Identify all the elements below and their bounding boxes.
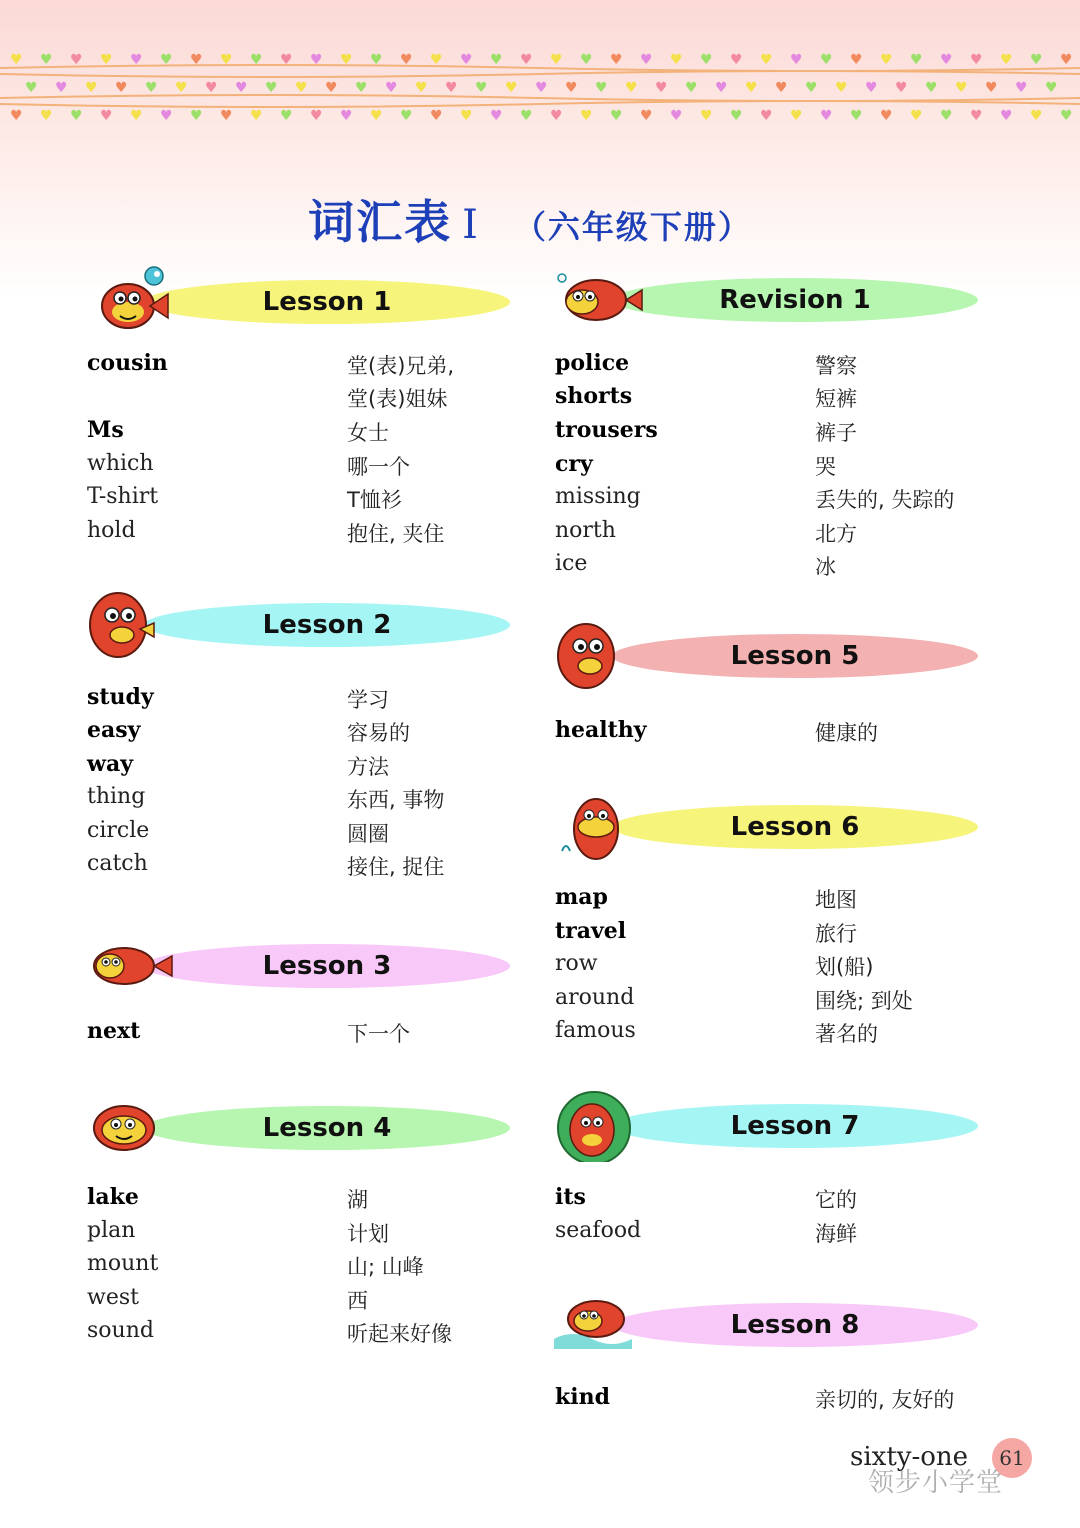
svg-text:♥: ♥ bbox=[520, 108, 533, 124]
svg-text:♥: ♥ bbox=[205, 80, 218, 96]
svg-text:♥: ♥ bbox=[250, 108, 263, 124]
word-zh: 它的 bbox=[815, 1188, 857, 1212]
svg-text:♥: ♥ bbox=[40, 108, 53, 124]
svg-text:♥: ♥ bbox=[10, 52, 23, 68]
svg-text:♥: ♥ bbox=[550, 108, 563, 124]
svg-text:♥: ♥ bbox=[700, 108, 713, 124]
svg-text:♥: ♥ bbox=[640, 108, 653, 124]
svg-text:♥: ♥ bbox=[40, 52, 53, 68]
word-zh: 女士 bbox=[347, 421, 389, 445]
svg-text:♥: ♥ bbox=[160, 108, 173, 124]
word-zh: 警察 bbox=[815, 354, 857, 378]
svg-text:♥: ♥ bbox=[580, 52, 593, 68]
word-en: way bbox=[87, 751, 133, 777]
word-en: circle bbox=[87, 818, 150, 843]
svg-text:♥: ♥ bbox=[100, 52, 113, 68]
word-zh: 方法 bbox=[347, 755, 389, 779]
word-zh: 湖 bbox=[347, 1188, 368, 1212]
svg-text:♥: ♥ bbox=[970, 108, 983, 124]
svg-text:♥: ♥ bbox=[70, 52, 83, 68]
word-zh: 接住, 捉住 bbox=[347, 855, 445, 879]
word-en: next bbox=[87, 1018, 141, 1044]
svg-text:♥: ♥ bbox=[775, 80, 788, 96]
svg-text:♥: ♥ bbox=[1030, 108, 1043, 124]
word-zh: 堂(表)姐妹 bbox=[347, 387, 448, 411]
svg-text:♥: ♥ bbox=[460, 108, 473, 124]
svg-text:♥: ♥ bbox=[1045, 80, 1058, 96]
svg-text:♥: ♥ bbox=[235, 80, 248, 96]
svg-text:♥: ♥ bbox=[925, 80, 938, 96]
svg-text:♥: ♥ bbox=[160, 52, 173, 68]
fish-swimming-icon bbox=[552, 1289, 644, 1361]
word-zh: 健康的 bbox=[815, 721, 878, 745]
word-en: missing bbox=[555, 484, 641, 509]
svg-text:♥: ♥ bbox=[730, 108, 743, 124]
word-en: seafood bbox=[555, 1218, 642, 1243]
page-number-word: sixty-one bbox=[850, 1442, 969, 1472]
word-en: map bbox=[555, 884, 608, 910]
svg-text:♥: ♥ bbox=[220, 52, 233, 68]
svg-text:♥: ♥ bbox=[130, 52, 143, 68]
word-en: easy bbox=[87, 717, 141, 743]
svg-text:♥: ♥ bbox=[700, 52, 713, 68]
word-zh: 丢失的, 失踪的 bbox=[815, 488, 955, 512]
svg-text:♥: ♥ bbox=[130, 108, 143, 124]
word-zh: 海鲜 bbox=[815, 1222, 857, 1246]
svg-text:♥: ♥ bbox=[790, 108, 803, 124]
fish-mascot-icon bbox=[84, 589, 176, 661]
svg-text:♥: ♥ bbox=[820, 52, 833, 68]
word-zh: 学习 bbox=[347, 688, 389, 712]
word-zh: 东西, 事物 bbox=[347, 788, 445, 812]
word-zh: T恤衫 bbox=[347, 488, 402, 512]
word-en: trousers bbox=[555, 417, 658, 443]
svg-text:♥: ♥ bbox=[565, 80, 578, 96]
svg-text:♥: ♥ bbox=[175, 80, 188, 96]
lesson-3-banner bbox=[84, 930, 514, 1002]
word-zh: 计划 bbox=[347, 1222, 389, 1246]
word-en: police bbox=[555, 350, 630, 376]
svg-text:♥: ♥ bbox=[250, 52, 263, 68]
svg-text:♥: ♥ bbox=[940, 52, 953, 68]
svg-text:♥: ♥ bbox=[670, 108, 683, 124]
word-en: cousin bbox=[87, 350, 168, 376]
svg-text:♥: ♥ bbox=[385, 80, 398, 96]
svg-text:♥: ♥ bbox=[595, 80, 608, 96]
svg-text:♥: ♥ bbox=[910, 108, 923, 124]
word-en: kind bbox=[555, 1384, 610, 1410]
svg-text:♥: ♥ bbox=[760, 52, 773, 68]
svg-text:♥: ♥ bbox=[340, 52, 353, 68]
svg-text:♥: ♥ bbox=[310, 108, 323, 124]
lesson-8-label: Lesson 8 bbox=[730, 1310, 860, 1340]
revision-1-label: Revision 1 bbox=[719, 285, 871, 315]
lesson-2-pill bbox=[144, 603, 510, 647]
revision-1-pill bbox=[612, 278, 978, 322]
svg-text:♥: ♥ bbox=[1030, 52, 1043, 68]
svg-text:♥: ♥ bbox=[190, 52, 203, 68]
svg-text:♥: ♥ bbox=[10, 108, 23, 124]
word-zh: 哪一个 bbox=[347, 455, 410, 479]
svg-text:♥: ♥ bbox=[115, 80, 128, 96]
svg-text:♥: ♥ bbox=[325, 80, 338, 96]
title-main: 词汇表 bbox=[308, 195, 453, 249]
svg-text:♥: ♥ bbox=[1060, 52, 1073, 68]
word-zh: 下一个 bbox=[347, 1022, 410, 1046]
word-zh: 山; 山峰 bbox=[347, 1255, 424, 1279]
word-en: sound bbox=[87, 1318, 154, 1343]
word-en: healthy bbox=[555, 717, 647, 743]
word-zh: 容易的 bbox=[347, 721, 410, 745]
svg-text:♥: ♥ bbox=[505, 80, 518, 96]
svg-text:♥: ♥ bbox=[430, 108, 443, 124]
lesson-7-pill bbox=[612, 1104, 978, 1148]
title-subtitle: （六年级下册） bbox=[513, 208, 752, 246]
svg-text:♥: ♥ bbox=[835, 80, 848, 96]
svg-text:♥: ♥ bbox=[55, 80, 68, 96]
fish-mascot-icon bbox=[552, 791, 644, 863]
word-zh: 堂(表)兄弟, bbox=[347, 354, 455, 378]
title-numeral: Ⅰ bbox=[462, 202, 480, 248]
svg-text:♥: ♥ bbox=[910, 52, 923, 68]
svg-text:♥: ♥ bbox=[70, 108, 83, 124]
svg-text:♥: ♥ bbox=[745, 80, 758, 96]
svg-text:♥: ♥ bbox=[625, 80, 638, 96]
revision-1-banner bbox=[552, 264, 982, 336]
word-en: thing bbox=[87, 784, 146, 809]
svg-text:♥: ♥ bbox=[490, 108, 503, 124]
watermark: 领步小学堂 bbox=[868, 1468, 1004, 1498]
svg-text:♥: ♥ bbox=[610, 108, 623, 124]
word-zh: 著名的 bbox=[815, 1022, 878, 1046]
svg-text:♥: ♥ bbox=[715, 80, 728, 96]
svg-text:♥: ♥ bbox=[220, 108, 233, 124]
word-en: its bbox=[555, 1184, 586, 1210]
lesson-1-banner bbox=[84, 266, 514, 338]
svg-text:♥: ♥ bbox=[850, 52, 863, 68]
svg-text:♥: ♥ bbox=[610, 52, 623, 68]
svg-text:♥: ♥ bbox=[520, 52, 533, 68]
svg-text:♥: ♥ bbox=[550, 52, 563, 68]
svg-text:♥: ♥ bbox=[445, 80, 458, 96]
fish-in-bubble-icon bbox=[552, 1090, 644, 1162]
lesson-4-pill bbox=[144, 1106, 510, 1150]
word-zh: 听起来好像 bbox=[347, 1322, 452, 1346]
svg-text:♥: ♥ bbox=[460, 52, 473, 68]
svg-text:♥: ♥ bbox=[190, 108, 203, 124]
word-en: cry bbox=[555, 451, 593, 477]
lesson-6-pill bbox=[612, 805, 978, 849]
word-en: travel bbox=[555, 918, 627, 944]
lesson-8-pill bbox=[612, 1303, 978, 1347]
word-zh: 冰 bbox=[815, 555, 836, 579]
fish-mascot-icon bbox=[84, 930, 176, 1002]
lesson-7-label: Lesson 7 bbox=[730, 1111, 860, 1141]
word-en: row bbox=[555, 951, 598, 976]
word-en: around bbox=[555, 985, 635, 1010]
svg-text:♥: ♥ bbox=[790, 52, 803, 68]
svg-text:♥: ♥ bbox=[265, 80, 278, 96]
word-zh: 亲切的, 友好的 bbox=[815, 1388, 955, 1412]
svg-text:♥: ♥ bbox=[280, 108, 293, 124]
svg-text:♥: ♥ bbox=[400, 52, 413, 68]
word-zh: 抱住, 夹住 bbox=[347, 522, 445, 546]
svg-text:♥: ♥ bbox=[415, 80, 428, 96]
svg-text:♥: ♥ bbox=[100, 108, 113, 124]
fish-mascot-icon bbox=[84, 266, 176, 338]
svg-text:♥: ♥ bbox=[580, 108, 593, 124]
svg-text:♥: ♥ bbox=[340, 108, 353, 124]
word-zh: 西 bbox=[347, 1289, 368, 1313]
svg-text:♥: ♥ bbox=[400, 108, 413, 124]
lesson-8-banner bbox=[552, 1289, 982, 1361]
svg-text:♥: ♥ bbox=[880, 52, 893, 68]
word-en: lake bbox=[87, 1184, 139, 1210]
svg-text:♥: ♥ bbox=[640, 52, 653, 68]
svg-text:♥: ♥ bbox=[490, 52, 503, 68]
lesson-2-banner bbox=[84, 589, 514, 661]
word-en: which bbox=[87, 451, 154, 476]
word-en: plan bbox=[87, 1218, 136, 1243]
lesson-6-banner bbox=[552, 791, 982, 863]
word-zh: 地图 bbox=[815, 888, 857, 912]
word-en: famous bbox=[555, 1018, 636, 1043]
word-en: Ms bbox=[87, 417, 124, 443]
svg-text:♥: ♥ bbox=[1000, 52, 1013, 68]
lesson-6-label: Lesson 6 bbox=[730, 812, 860, 842]
svg-text:♥: ♥ bbox=[895, 80, 908, 96]
svg-text:♥: ♥ bbox=[370, 108, 383, 124]
svg-text:♥: ♥ bbox=[655, 80, 668, 96]
word-zh: 裤子 bbox=[815, 421, 857, 445]
svg-text:♥: ♥ bbox=[1015, 80, 1028, 96]
word-en: ice bbox=[555, 551, 588, 576]
word-en: mount bbox=[87, 1251, 159, 1276]
hearts-garland-decoration bbox=[0, 40, 1080, 130]
lesson-1-pill bbox=[144, 280, 510, 324]
word-en: study bbox=[87, 684, 154, 710]
svg-text:♥: ♥ bbox=[805, 80, 818, 96]
lesson-4-label: Lesson 4 bbox=[262, 1113, 392, 1143]
svg-text:♥: ♥ bbox=[535, 80, 548, 96]
svg-text:♥: ♥ bbox=[355, 80, 368, 96]
svg-text:♥: ♥ bbox=[985, 80, 998, 96]
word-en: north bbox=[555, 518, 616, 543]
lesson-5-label: Lesson 5 bbox=[730, 641, 860, 671]
lesson-2-label: Lesson 2 bbox=[262, 610, 392, 640]
svg-text:♥: ♥ bbox=[940, 108, 953, 124]
svg-text:♥: ♥ bbox=[730, 52, 743, 68]
svg-text:♥: ♥ bbox=[850, 108, 863, 124]
word-zh: 划(船) bbox=[815, 955, 874, 979]
svg-text:♥: ♥ bbox=[820, 108, 833, 124]
word-zh: 围绕; 到处 bbox=[815, 989, 913, 1013]
page-title bbox=[0, 186, 1060, 252]
page-number-badge: 61 bbox=[992, 1438, 1032, 1478]
fish-mascot-icon bbox=[552, 620, 644, 692]
lesson-5-pill bbox=[612, 634, 978, 678]
lesson-5-banner bbox=[552, 620, 982, 692]
fish-mascot-icon bbox=[84, 1092, 176, 1164]
svg-text:♥: ♥ bbox=[1000, 108, 1013, 124]
svg-text:♥: ♥ bbox=[1060, 108, 1073, 124]
svg-text:♥: ♥ bbox=[295, 80, 308, 96]
svg-text:♥: ♥ bbox=[25, 80, 38, 96]
word-zh: 圆圈 bbox=[347, 822, 389, 846]
svg-text:♥: ♥ bbox=[865, 80, 878, 96]
svg-text:♥: ♥ bbox=[85, 80, 98, 96]
word-en: catch bbox=[87, 851, 148, 876]
svg-text:♥: ♥ bbox=[685, 80, 698, 96]
svg-text:♥: ♥ bbox=[310, 52, 323, 68]
svg-text:♥: ♥ bbox=[145, 80, 158, 96]
word-zh: 短裤 bbox=[815, 387, 857, 411]
svg-text:♥: ♥ bbox=[970, 52, 983, 68]
word-en: hold bbox=[87, 518, 136, 543]
svg-text:♥: ♥ bbox=[760, 108, 773, 124]
word-en: T-shirt bbox=[87, 484, 159, 509]
word-en: west bbox=[87, 1285, 139, 1310]
fish-mascot-icon bbox=[552, 264, 644, 336]
lesson-7-banner bbox=[552, 1090, 982, 1162]
svg-text:♥: ♥ bbox=[430, 52, 443, 68]
lesson-3-label: Lesson 3 bbox=[262, 951, 392, 981]
word-en: shorts bbox=[555, 383, 633, 409]
word-zh: 北方 bbox=[815, 522, 857, 546]
lesson-1-label: Lesson 1 bbox=[262, 287, 392, 317]
svg-text:♥: ♥ bbox=[955, 80, 968, 96]
svg-text:♥: ♥ bbox=[670, 52, 683, 68]
lesson-4-banner bbox=[84, 1092, 514, 1164]
svg-text:♥: ♥ bbox=[880, 108, 893, 124]
word-zh: 哭 bbox=[815, 455, 836, 479]
svg-text:♥: ♥ bbox=[280, 52, 293, 68]
svg-text:♥: ♥ bbox=[370, 52, 383, 68]
lesson-3-pill bbox=[144, 944, 510, 988]
word-zh: 旅行 bbox=[815, 922, 857, 946]
svg-text:♥: ♥ bbox=[475, 80, 488, 96]
